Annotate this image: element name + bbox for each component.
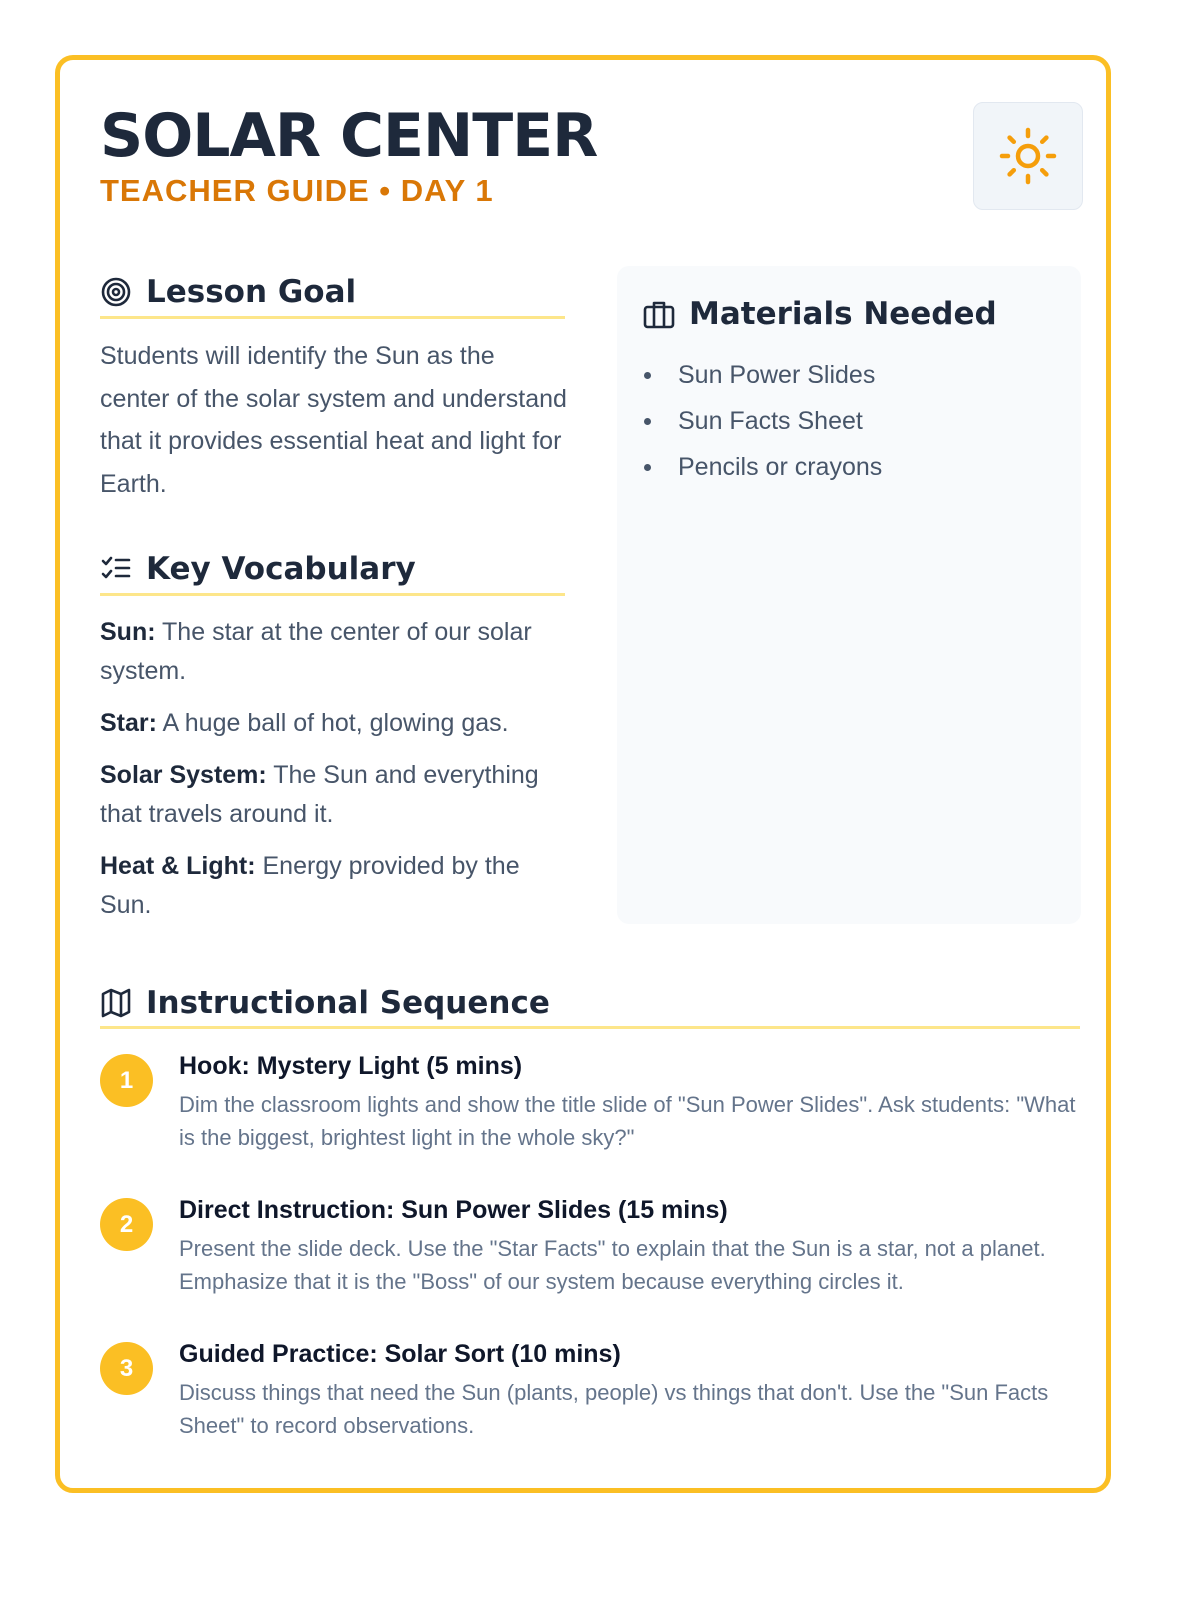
vocab-item [100,756,575,834]
step-number-badge: 1 [100,1054,153,1107]
sun-badge [973,102,1083,210]
sun-icon [996,124,1060,188]
vocab-term: Star: [100,709,157,737]
sequence-heading: Instructional Sequence [146,985,550,1021]
vocab-item [100,613,575,691]
sequence-step [100,1194,1085,1338]
sequence-header [100,980,1080,1029]
step-title: Guided Practice: Solar Sort (10 mins) [179,1340,621,1368]
vocab-term: Sun: [100,618,156,646]
sequence-step [100,1338,1085,1482]
step-description: Dim the classroom lights and show the title slide of "Sun Power Slides". Ask students: "What is the biggest, brightest light in the whole sky?" [179,1092,1076,1150]
step-title: Hook: Mystery Light (5 mins) [179,1052,523,1080]
step-number-badge: 2 [100,1198,153,1251]
materials-heading: Materials Needed [689,296,997,332]
step-number-badge: 3 [100,1342,153,1395]
sequence-steps [100,1050,1085,1482]
page-title: SOLAR CENTER [100,101,598,171]
vocabulary-header [100,545,565,596]
lesson-goal-heading: Lesson Goal [146,274,357,310]
vocab-term: Solar System: [100,761,267,789]
material-item: Sun Power Slides [641,352,882,398]
target-icon [100,275,134,309]
lesson-goal-header [100,268,565,319]
materials-panel [617,266,1081,924]
sequence-step [100,1050,1085,1194]
page-subtitle: TEACHER GUIDE • DAY 1 [100,173,494,208]
vocab-definition: The Sun and everything that travels around it. [100,761,539,828]
teacher-guide-card [55,55,1111,1493]
materials-list [641,352,882,490]
vocab-term: Heat & Light: [100,852,256,880]
lesson-goal-text: Students will identify the Sun as the center of the solar system and understand that it provides essential heat and light for Earth. [100,342,567,498]
briefcase-icon [643,297,677,331]
map-icon [100,986,134,1020]
vocabulary-list [100,613,575,938]
material-item: Sun Facts Sheet [641,398,882,444]
step-description: Present the slide deck. Use the "Star Facts" to explain that the Sun is a star, not a planet. Emphasize that it is the "Boss" of our system because everything circles it. [179,1236,1046,1294]
vocab-definition: The star at the center of our solar system. [100,618,532,685]
step-title: Direct Instruction: Sun Power Slides (15 mins) [179,1196,728,1224]
vocab-definition: A huge ball of hot, glowing gas. [156,709,509,737]
vocab-definition: Energy provided by the Sun. [100,852,520,919]
materials-header [643,296,997,332]
vocabulary-heading: Key Vocabulary [146,551,416,587]
step-description: Discuss things that need the Sun (plants, people) vs things that don't. Use the "Sun Facts Sheet" to record observations. [179,1380,1049,1438]
material-item: Pencils or crayons [641,444,882,490]
vocab-item [100,847,575,925]
vocab-item [100,704,575,743]
checklist-icon [100,552,134,586]
